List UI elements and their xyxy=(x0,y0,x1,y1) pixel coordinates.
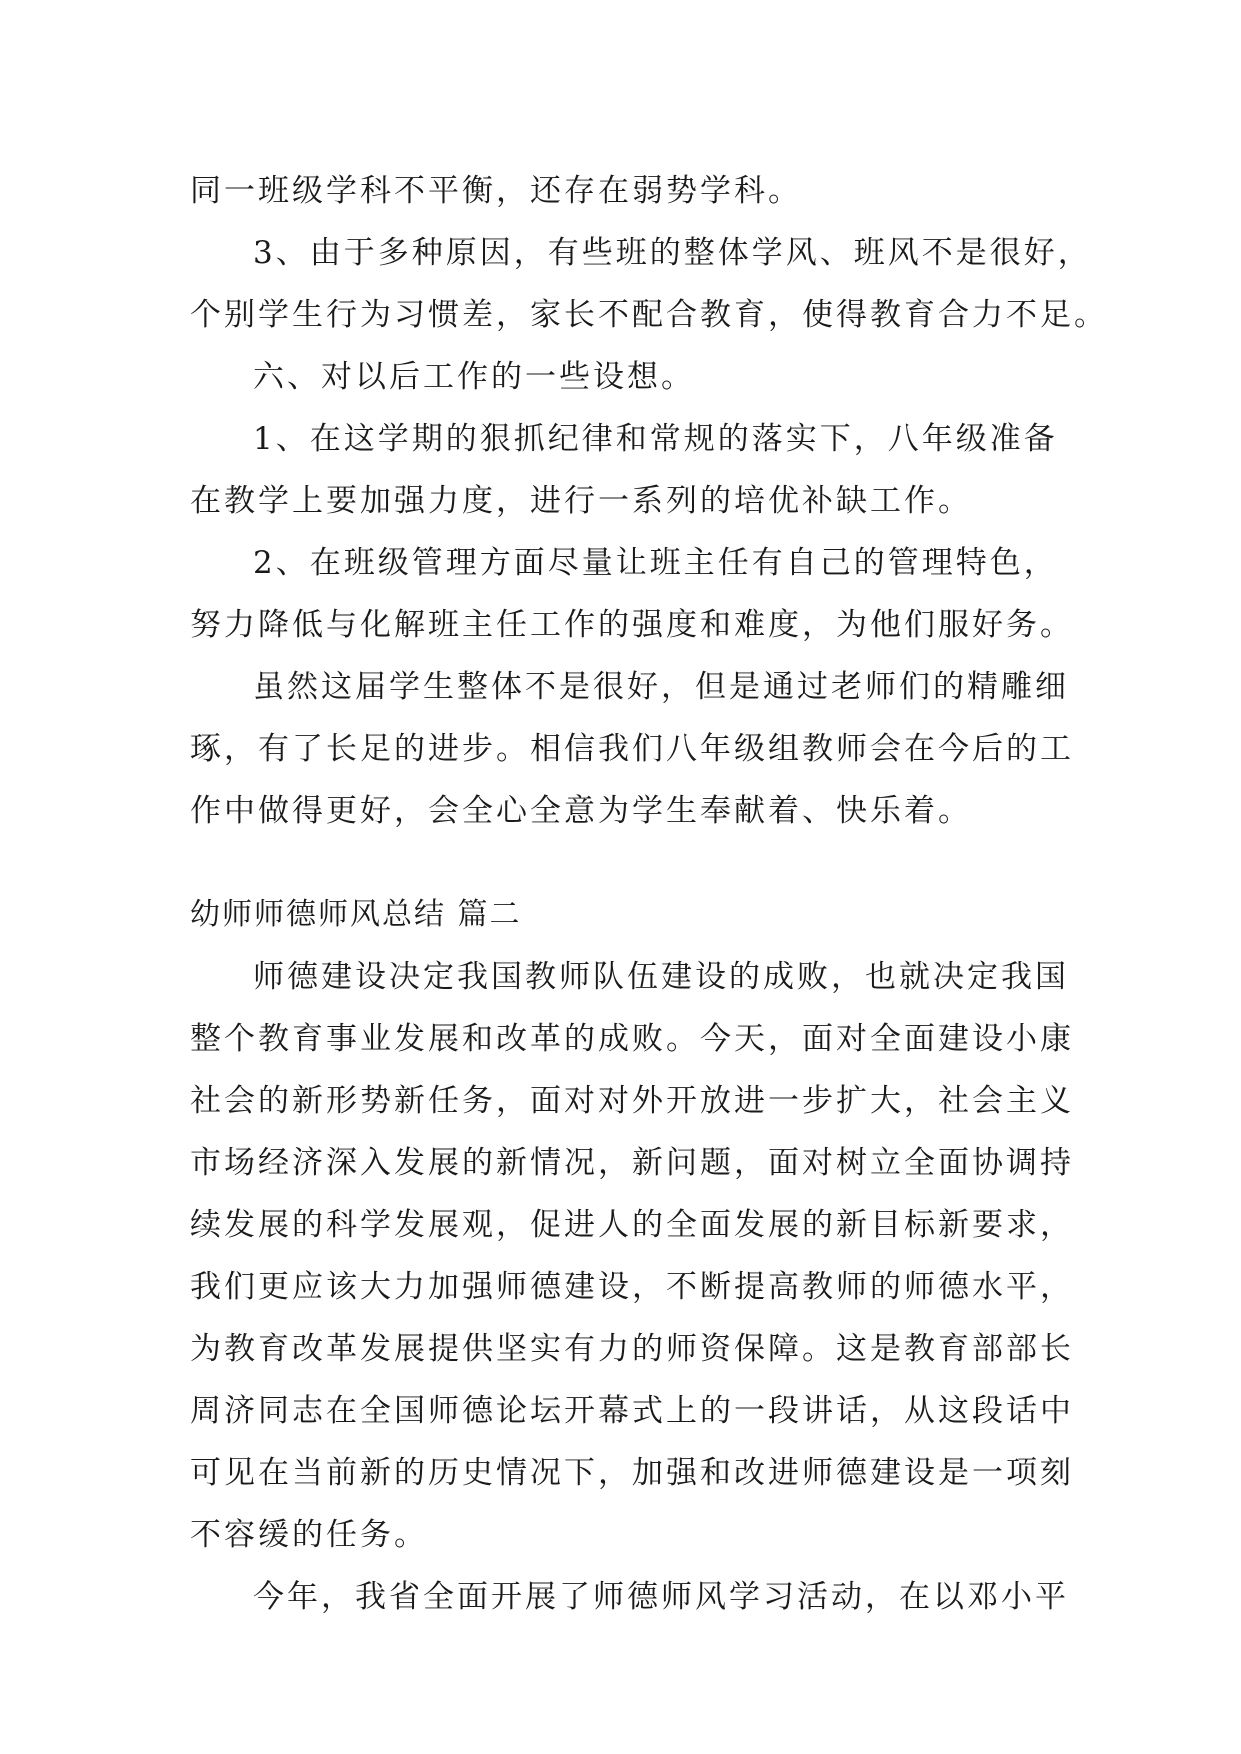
section-previous-summary xyxy=(190,160,1108,842)
text-line: 为教育改革发展提供坚实有力的师资保障。这是教育部部长 xyxy=(190,1331,1074,1367)
text-line: 2、在班级管理方面尽量让班主任有自己的管理特色， xyxy=(253,545,1058,581)
text-line: 在教学上要加强力度，进行一系列的培优补缺工作。 xyxy=(190,483,972,519)
text-line: 个别学生行为习惯差，家长不配合教育，使得教育合力不足。 xyxy=(190,297,1108,333)
text-line: 周济同志在全国师德论坛开幕式上的一段讲话，从这段话中 xyxy=(190,1393,1074,1429)
section-article-two xyxy=(190,946,1074,1628)
text-line: 3、由于多种原因，有些班的整体学风、班风不是很好， xyxy=(253,235,1092,271)
text-line: 今年，我省全面开展了师德师风学习活动，在以邓小平 xyxy=(253,1579,1069,1615)
text-line: 琢，有了长足的进步。相信我们八年级组教师会在今后的工 xyxy=(190,731,1074,767)
text-line: 同一班级学科不平衡，还存在弱势学科。 xyxy=(190,173,802,209)
text-line: 我们更应该大力加强师德建设，不断提高教师的师德水平， xyxy=(190,1269,1074,1305)
document-body xyxy=(190,160,1108,1628)
text-line: 社会的新形势新任务，面对对外开放进一步扩大，社会主义 xyxy=(190,1083,1074,1119)
text-line: 续发展的科学发展观，促进人的全面发展的新目标新要求， xyxy=(190,1207,1074,1243)
text-line: 师德建设决定我国教师队伍建设的成败，也就决定我国 xyxy=(253,959,1069,995)
text-line: 市场经济深入发展的新情况，新问题，面对树立全面协调持 xyxy=(190,1145,1074,1181)
text-line: 不容缓的任务。 xyxy=(190,1517,428,1553)
text-line: 可见在当前新的历史情况下，加强和改进师德建设是一项刻 xyxy=(190,1455,1074,1491)
section-heading: 六、对以后工作的一些设想。 xyxy=(253,359,695,395)
text-line: 1、在这学期的狠抓纪律和常规的落实下，八年级准备 xyxy=(253,421,1058,457)
article-title: 幼师师德师风总结 篇二 xyxy=(190,897,522,932)
text-line: 整个教育事业发展和改革的成败。今天，面对全面建设小康 xyxy=(190,1021,1074,1057)
text-line: 作中做得更好，会全心全意为学生奉献着、快乐着。 xyxy=(190,793,972,829)
text-line: 虽然这届学生整体不是很好，但是通过老师们的精雕细 xyxy=(253,669,1069,705)
text-line: 努力降低与化解班主任工作的强度和难度，为他们服好务。 xyxy=(190,607,1074,643)
